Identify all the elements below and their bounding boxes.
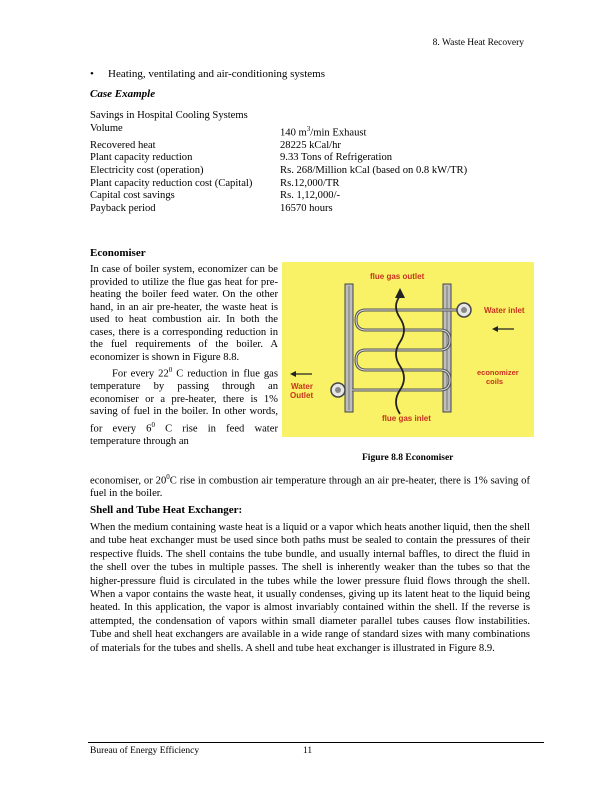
water-outlet-arrow (290, 371, 312, 377)
footer-divider (88, 742, 544, 743)
bullet-item (90, 68, 530, 80)
coils-label: coils (486, 377, 504, 386)
economiser-para-1: In case of boiler system, economizer can be provided to utilize the flue gas heat for pre-heating the boiler feed water. On the other hand, in an air pre-heater, the waste heat is used to heat combustion air. In both the cases, there is a corresponding reduction in the fuel requirements of the boiler. A economizer is shown in Figure 8.8. (90, 264, 278, 363)
economiser-para-2: For every $22^0$ C reduction in flue gas temperature by passing through an economiser or a pre-heater, there is 1% saving of fuel in the boiler. In other words, for every $6^0$ C rise in feed water temperature through an (90, 366, 278, 447)
table-row (90, 110, 467, 123)
water-inlet-label: Water inlet (484, 306, 525, 315)
table-row (90, 152, 467, 165)
economiser-continuation: economiser, or $20^0C$ rise in combustion air temperature through an air pre-heater, there is 1% saving of fuel in the boiler. (90, 473, 530, 500)
shell-tube-title: Shell and Tube Heat Exchanger: (90, 504, 243, 516)
economizer-label: economizer (477, 368, 519, 377)
table-row (90, 165, 467, 178)
shell-tube-text: When the medium containing waste heat is a liquid or a vapor which heats another liquid, then the shell and tube heat exchanger must be used since both paths must be sealed to contain the pressures of their respective fluids. The shell contains the tube bundle, and usually internal baffles, to direct the fluid in the shell over the tubes in multiple passes. The shell is inherently weaker than the tubes so that the higher-pressure fluid is circulated in the tubes while the lower pressure fluid flows through the shell. When a vapor contains the waste heat, it usually condenses, giving up its latent heat to the liquid being heated. In this application, the vapor is almost invariably contained within the shell. If the reverse is attempted, the condensation of vapors within small diameter parallel tubes causes flow instabilities. Tube and shell heat exchangers are available in a wide range of standard sizes with many combinations of materials for the tubes and shells. A shell and tube heat exchanger is illustrated in Figure 8.9. (90, 522, 530, 654)
case-example-table (90, 110, 467, 215)
row-value: Rs. 268/Million kCal (based on 0.8 kW/TR) (280, 164, 468, 176)
table-row (90, 178, 467, 191)
table-row (90, 190, 467, 203)
row-label: Recovered heat (90, 139, 156, 151)
figure-caption: Figure 8.8 Economiser (362, 453, 454, 463)
row-value: 16570 hours (280, 202, 333, 214)
economiser-text (90, 264, 278, 448)
bullet-dot: • (90, 68, 94, 80)
bullet-text: Heating, ventilating and air-conditioning systems (108, 68, 325, 80)
page-header: 8. Waste Heat Recovery (432, 38, 524, 48)
row-value: 28225 kCal/hr (280, 139, 341, 151)
row-value: 140 $m^3/\min$ Exhaust (280, 124, 367, 139)
flue-gas-inlet-label: flue gas inlet (382, 414, 431, 423)
row-label: Payback period (90, 202, 156, 214)
table-row (90, 140, 467, 153)
table-row (90, 123, 467, 140)
row-value: 9.33 Tons of Refrigeration (280, 152, 393, 164)
row-label: Volume (90, 122, 123, 134)
water-outlet-label-2: Outlet (290, 391, 314, 400)
table-row (90, 203, 467, 216)
row-label: Plant capacity reduction (90, 152, 193, 164)
economiser-diagram (282, 262, 534, 437)
page-number: 11 (303, 746, 313, 756)
water-outlet-label-1: Water (291, 382, 313, 391)
row-label: Plant capacity reduction cost (Capital) (90, 177, 253, 189)
row-value: Rs. 1,12,000/- (280, 190, 341, 202)
case-example-title: Case Example (90, 88, 156, 100)
row-label: Capital cost savings (90, 190, 175, 202)
case-intro: Savings in Hospital Cooling Systems (90, 110, 248, 121)
row-label: Electricity cost (operation) (90, 164, 204, 176)
economiser-figure (282, 262, 534, 437)
left-flange (345, 284, 353, 412)
economiser-title: Economiser (90, 247, 146, 259)
flue-gas-outlet-label: flue gas outlet (370, 272, 425, 281)
water-inlet-arrow (492, 326, 514, 332)
footer-org: Bureau of Energy Efficiency (90, 746, 200, 756)
row-value: Rs.12,000/TR (280, 177, 340, 189)
